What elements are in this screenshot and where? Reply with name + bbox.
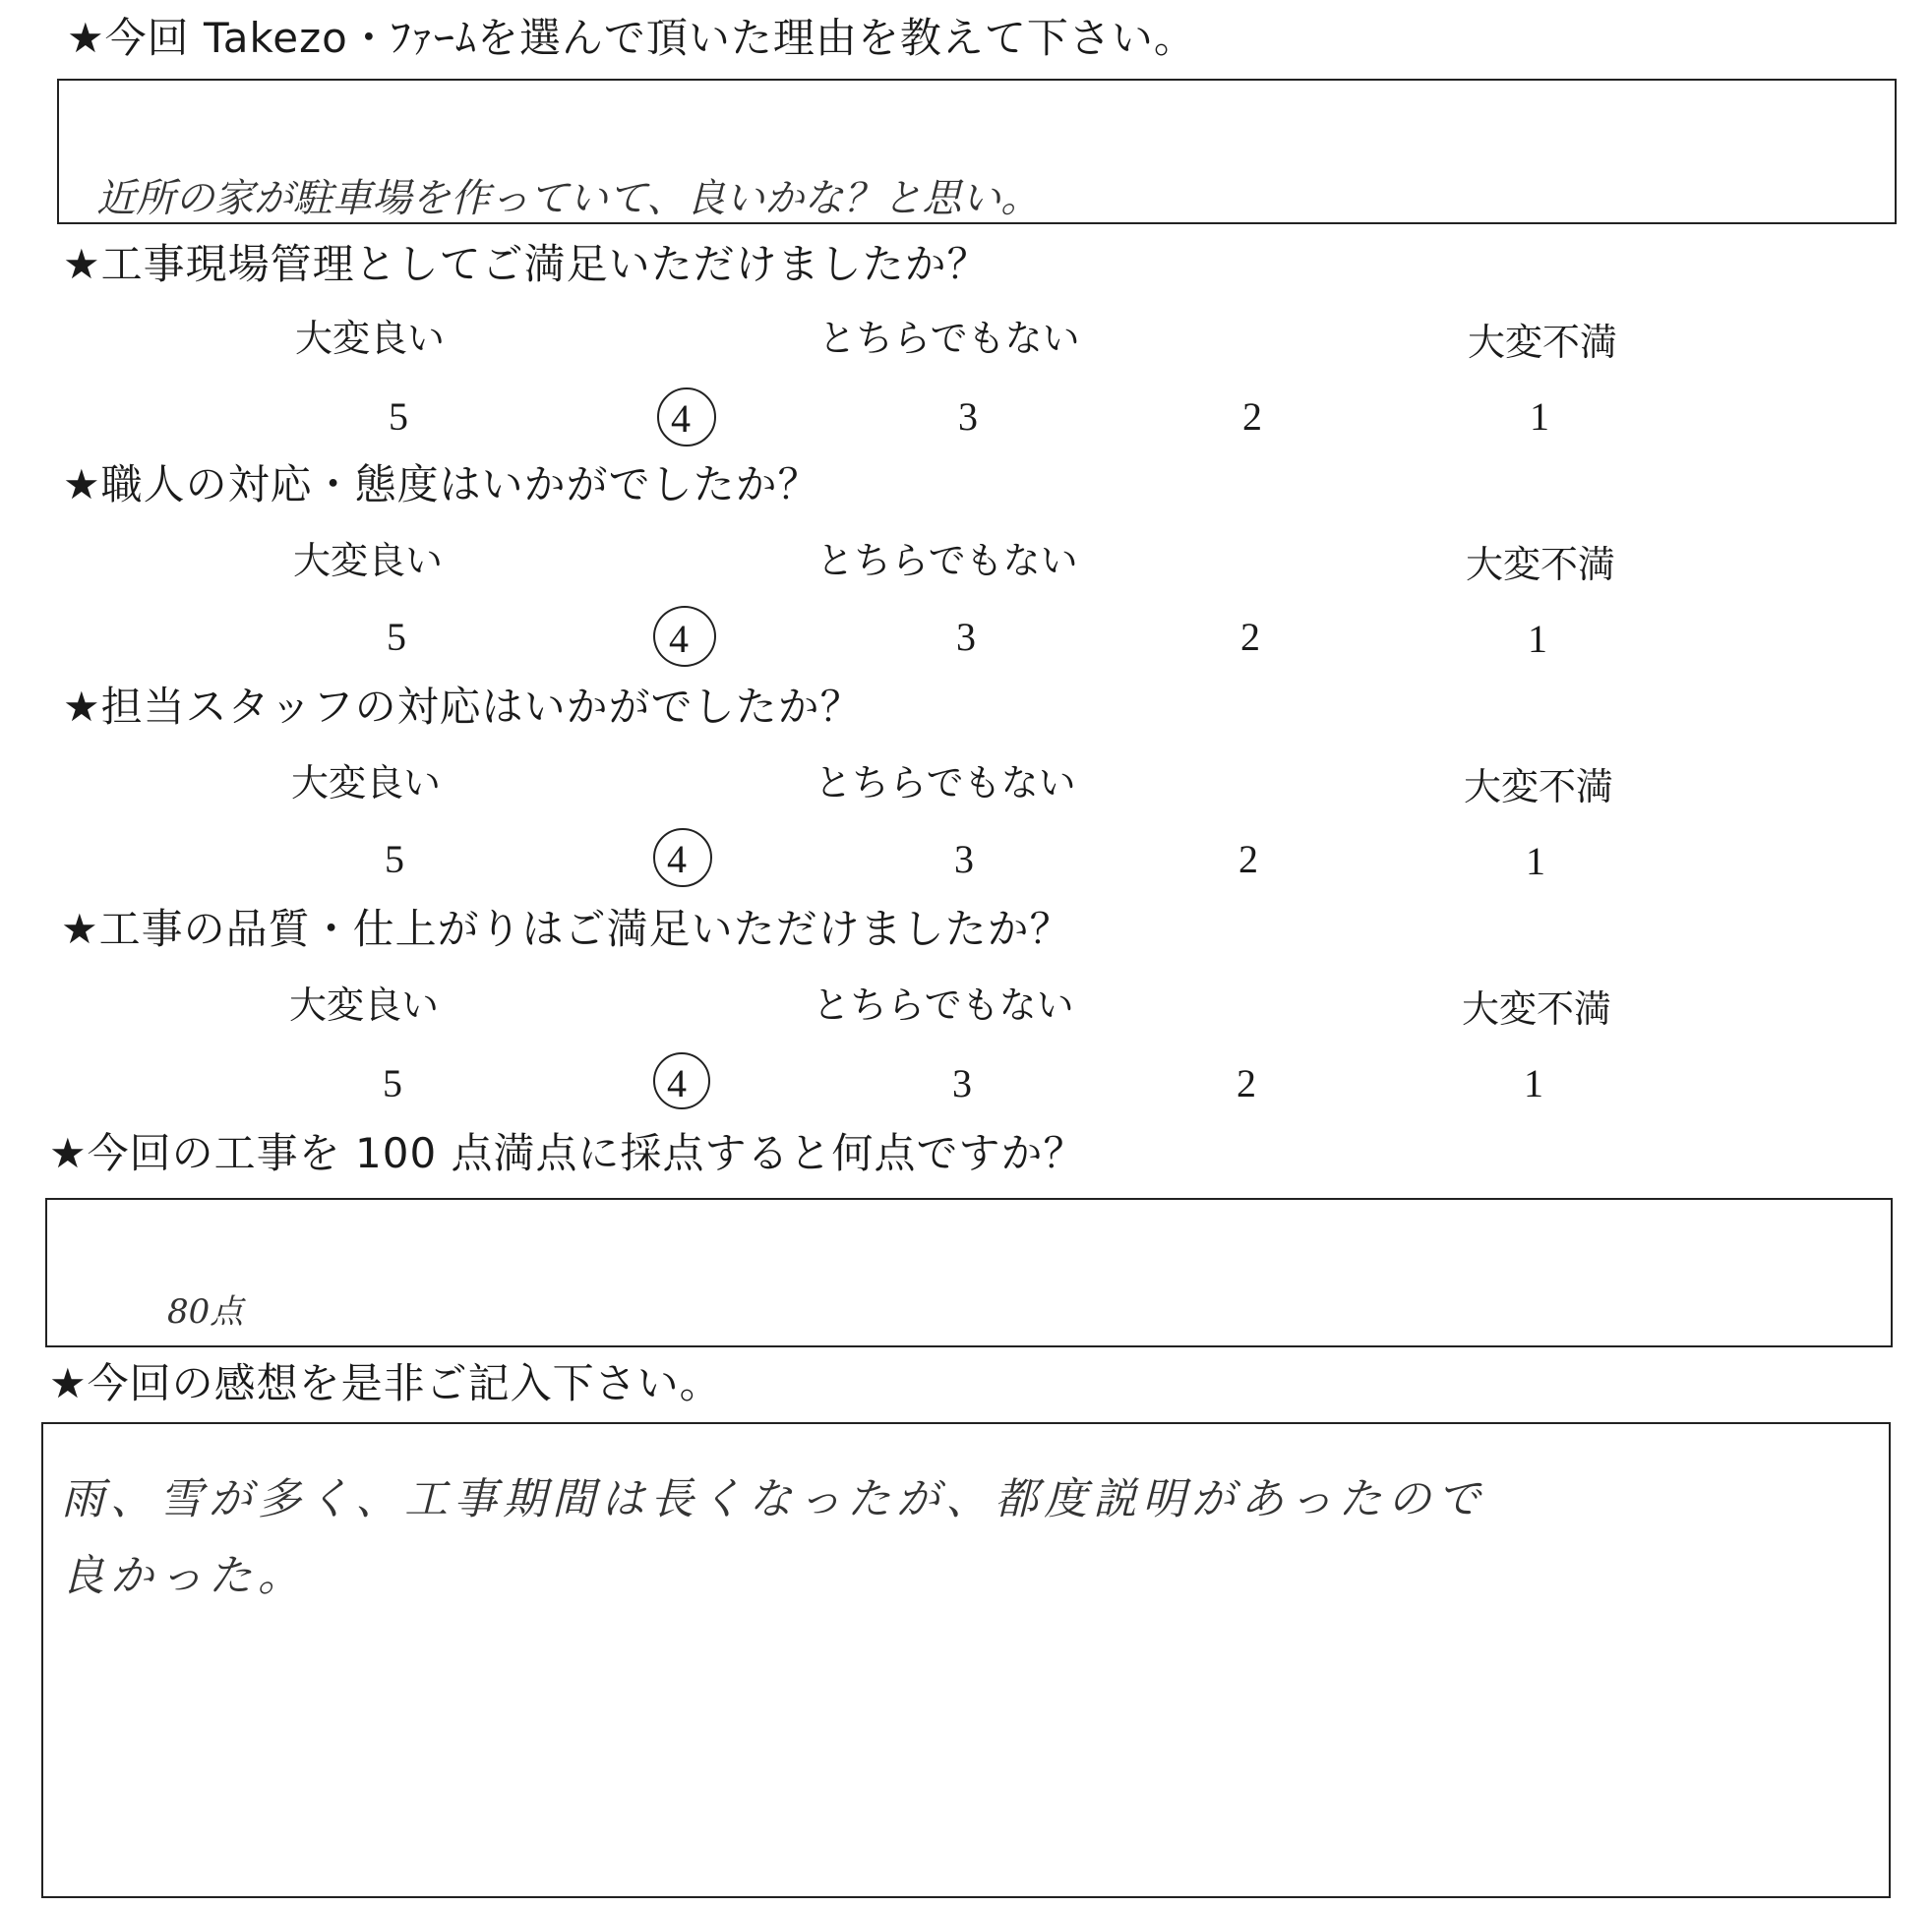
rating-option-2[interactable]: 2 [1238, 837, 1258, 881]
scale-label-neutral: とちらでもない [813, 984, 1074, 1027]
rating-option-1[interactable]: 1 [1530, 394, 1549, 439]
selected-circle-mark [653, 828, 712, 887]
selected-circle-mark [653, 1052, 710, 1109]
scale-label-worst: 大変不満 [1468, 321, 1618, 364]
question-site-management: ★工事現場管理としてご満足いただけましたか？ [63, 240, 990, 288]
scale-label-neutral: とちらでもない [816, 539, 1078, 582]
scale-label-best: 大変良い [291, 761, 442, 805]
rating-option-4[interactable]: 4 [669, 617, 689, 661]
rating-option-1[interactable]: 1 [1528, 617, 1547, 661]
rating-option-4[interactable]: 4 [667, 1061, 687, 1105]
rating-option-5[interactable]: 5 [387, 615, 406, 659]
scale-label-best: 大変良い [293, 539, 444, 582]
answer-box-reason[interactable] [57, 79, 1897, 224]
answer-box-score[interactable] [45, 1198, 1893, 1347]
rating-option-4[interactable]: 4 [667, 837, 687, 881]
rating-option-2[interactable]: 2 [1240, 615, 1260, 659]
rating-option-4[interactable]: 4 [671, 396, 691, 441]
question-reason: ★今回 Takezo・ﾌｧｰﾑを選んで頂いた理由を教えて下さい。 [67, 14, 1196, 62]
scale-label-best: 大変良い [289, 984, 440, 1027]
scale-label-worst: 大変不満 [1462, 987, 1612, 1031]
question-craftsman-attitude: ★職人の対応・態度はいかがでしたか？ [63, 460, 820, 508]
answer-reason: 近所の家が駐車場を作っていて、良いかな？と思い。 [96, 176, 1041, 221]
answer-score: 80点 [167, 1292, 244, 1332]
rating-option-5[interactable]: 5 [383, 1061, 402, 1105]
answer-comments-line2: 良かった。 [61, 1551, 307, 1601]
answer-box-comments[interactable] [41, 1422, 1891, 1898]
rating-option-3[interactable]: 3 [954, 837, 974, 881]
rating-option-1[interactable]: 1 [1524, 1061, 1543, 1105]
rating-option-3[interactable]: 3 [958, 394, 978, 439]
rating-option-3[interactable]: 3 [952, 1061, 972, 1105]
rating-option-1[interactable]: 1 [1526, 839, 1545, 883]
selected-circle-mark [653, 606, 716, 667]
question-quality-finish: ★工事の品質・仕上がりはご満足いただけましたか？ [61, 905, 1072, 953]
scale-label-neutral: とちらでもない [815, 761, 1076, 805]
scale-label-worst: 大変不満 [1464, 765, 1614, 808]
selected-circle-mark [657, 388, 716, 447]
rating-option-5[interactable]: 5 [389, 394, 408, 439]
scale-label-worst: 大変不満 [1466, 543, 1616, 586]
scale-label-neutral: とちらでもない [818, 317, 1080, 360]
scale-label-best: 大変良い [295, 317, 446, 360]
question-staff-response: ★担当スタッフの対応はいかがでしたか？ [63, 683, 863, 731]
question-comments: ★今回の感想を是非ご記入下さい。 [49, 1359, 722, 1407]
rating-option-2[interactable]: 2 [1242, 394, 1262, 439]
rating-option-5[interactable]: 5 [385, 837, 404, 881]
rating-option-3[interactable]: 3 [956, 615, 976, 659]
answer-comments-line1: 雨、雪が多く、工事期間は長くなったが、都度説明があったので [61, 1474, 1486, 1524]
question-score: ★今回の工事を 100 点満点に採点すると何点ですか？ [49, 1129, 1086, 1177]
rating-option-2[interactable]: 2 [1237, 1061, 1256, 1105]
